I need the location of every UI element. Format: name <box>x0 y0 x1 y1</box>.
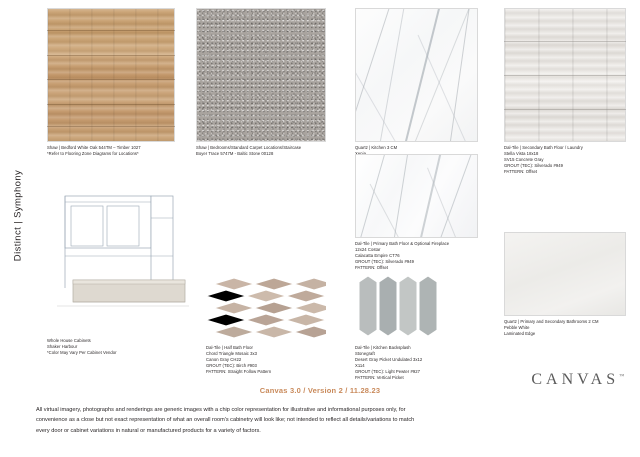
canvas-logo-text: CANVAS <box>531 371 620 388</box>
half-bath-mosaic-swatch <box>206 276 326 342</box>
swatch-card-cabinets <box>47 188 197 356</box>
kitchen-quartz-swatch <box>355 8 478 142</box>
disclaimer-text: All virtual imagery, photographs and renderings are generic images with a chip color representation for illustrative and informational purposes only, for convenience as a close but not exact representation of what an overall room's cabinetry will look like; not intended to reflect all details/variations to match every door or cabinet variations in natural or manufactured products for a variety of factors. <box>36 407 415 434</box>
swatch-card-kitchen-quartz <box>355 8 478 163</box>
mosaic-pattern-svg <box>206 276 326 342</box>
swatch-card-secondary-bath-tile <box>504 8 626 175</box>
swatch-card-carpet <box>196 8 326 157</box>
carpet-swatch <box>196 8 326 142</box>
kitchen-backsplash-swatch <box>355 276 478 342</box>
wood-flooring-swatch <box>47 8 175 142</box>
cabinet-elevation-svg <box>47 188 197 338</box>
swatch-caption-primary-bath-tile: Dal-Tile | Primary Bath Floor & Optional Fireplace 12x24 Costar Calacatta Empire CT76 GROUT (TEC): Silverado #949 PATTERN: Offset <box>355 241 450 271</box>
bath-quartz-swatch <box>504 232 626 316</box>
swatch-card-bath-quartz <box>504 232 626 337</box>
swatch-card-primary-bath-tile <box>355 154 478 271</box>
project-side-title: Distinct | Symphony <box>12 169 24 262</box>
swatch-caption-kitchen-quartz: Quartz | Kitchen 3 CM <box>355 145 398 150</box>
swatch-card-wood-flooring <box>47 8 175 157</box>
swatch-caption-secondary-bath-tile: Dal-Tile | Secondary Bath Floor / Laundry Stella Vista 18x18 SV15 Concrete Gray GROUT (TEC): Silverado #949 PATTERN: Offset <box>504 145 583 175</box>
canvas-logo-trademark: ™ <box>619 374 624 380</box>
swatch-caption-cabinets: Whole House Cabinets Shaker Harbour *Color May Vary Per Cabinet Vendor <box>47 338 117 356</box>
primary-bath-floor-tile-swatch <box>355 154 478 238</box>
secondary-bath-laundry-tile-swatch <box>504 8 626 142</box>
canvas-logo <box>531 371 624 389</box>
swatch-caption-carpet: Shaw | Bedrooms/Standard Carpet Locations/Staircase Boyer Trace 5747M - Baltic Stone 00128 <box>196 145 302 157</box>
swatch-caption-kitchen-backsplash: Dal-Tile | Kitchen Backsplash Stonegraft Desert Gray Picket Undulated 3x12 X114 GROUT (TEC): Light Pewter #927 PATTERN: Vertical Picket <box>355 345 423 381</box>
swatch-card-half-bath-mosaic <box>206 276 326 375</box>
swatch-card-kitchen-backsplash <box>355 276 478 382</box>
picket-pattern-svg <box>355 276 478 342</box>
swatch-caption-wood-flooring: Shaw | Bedford White Oak 544TM – Timber 1027 *Refer to Flooring Zone Diagrams for Locations* <box>47 145 141 157</box>
cabinet-elevation-drawing <box>47 188 197 338</box>
swatch-caption-half-bath-mosaic: Dal-Tile | Half Bath Floor Chord Triangle Mosaic 3x3 Canon Gray CH22 GROUT (TEC): Birch #903 PATTERN: Straight Follow Pattern <box>206 345 272 375</box>
swatch-caption-bath-quartz: Quartz | Primary and Secondary Bathrooms 2 CM Pebble White Laminated Edge <box>504 319 599 337</box>
version-title: Canvas 3.0 / Version 2 / 11.28.23 <box>259 386 381 395</box>
